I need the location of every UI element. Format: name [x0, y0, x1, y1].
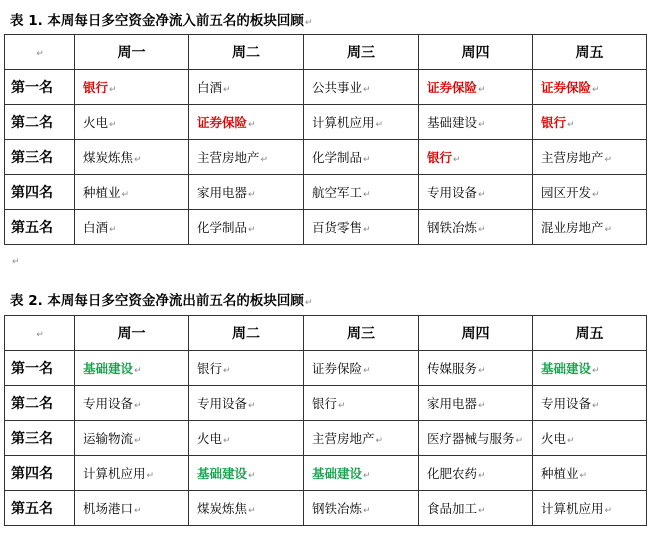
paragraph-mark-icon: ↵	[478, 120, 486, 130]
sector-cell	[304, 421, 419, 456]
table-row	[5, 175, 647, 210]
rank-label: 第五名	[5, 491, 75, 526]
sector-name: 基础建设	[312, 466, 363, 481]
paragraph-mark-icon: ↵	[363, 506, 371, 516]
rank-label: 第三名	[5, 421, 75, 456]
sector-name: 证券保险	[541, 80, 592, 95]
sector-name: 银行	[312, 396, 338, 411]
sector-cell	[533, 175, 647, 210]
sector-name: 煤炭炼焦	[197, 501, 248, 516]
sector-name: 化肥农药	[427, 466, 478, 481]
sector-cell	[419, 491, 533, 526]
paragraph-mark-icon: ↵	[363, 471, 371, 481]
sector-name: 白酒	[83, 220, 109, 235]
table1-header-row	[5, 35, 647, 70]
table-row	[5, 491, 647, 526]
outflow-table	[4, 315, 647, 526]
sector-cell	[533, 421, 647, 456]
paragraph-mark-icon: ↵	[223, 436, 231, 446]
sector-cell	[419, 456, 533, 491]
sector-name: 煤炭炼焦	[83, 150, 134, 165]
sector-name: 基础建设	[83, 361, 134, 376]
paragraph-mark-icon: ↵	[567, 436, 575, 446]
paragraph-mark-icon: ↵	[304, 18, 313, 28]
sector-cell	[419, 140, 533, 175]
paragraph-mark-icon: ↵	[248, 401, 256, 411]
rank-label: 第四名	[5, 456, 75, 491]
paragraph-mark-icon: ↵	[453, 155, 461, 165]
table-row	[5, 421, 647, 456]
sector-name: 百货零售	[312, 220, 363, 235]
table2-corner-cell	[5, 316, 75, 351]
sector-cell	[75, 421, 189, 456]
sector-name: 专用设备	[83, 396, 134, 411]
paragraph-mark-icon: ↵	[592, 401, 600, 411]
sector-name: 银行	[541, 115, 567, 130]
sector-cell	[304, 491, 419, 526]
sector-name: 基础建设	[427, 115, 478, 130]
table-row	[5, 456, 647, 491]
paragraph-mark-icon: ↵	[478, 190, 486, 200]
table1-day-header: 周三	[304, 35, 419, 70]
sector-name: 专用设备	[427, 185, 478, 200]
table-row	[5, 140, 647, 175]
sector-name: 主营房地产	[312, 431, 375, 446]
sector-cell	[419, 175, 533, 210]
sector-cell	[304, 140, 419, 175]
sector-cell	[75, 210, 189, 245]
paragraph-mark-icon: ↵	[109, 120, 117, 130]
sector-name: 计算机应用	[541, 501, 604, 516]
table-row	[5, 210, 647, 245]
paragraph-mark-icon: ↵	[478, 401, 486, 411]
sector-cell	[75, 70, 189, 105]
sector-cell	[419, 105, 533, 140]
paragraph-mark-icon: ↵	[515, 436, 524, 446]
sector-name: 运输物流	[83, 431, 134, 446]
sector-cell	[533, 491, 647, 526]
paragraph-mark-icon: ↵	[248, 471, 256, 481]
paragraph-mark-icon: ↵	[134, 155, 142, 165]
paragraph-mark-icon: ↵	[338, 401, 346, 411]
rank-label: 第四名	[5, 175, 75, 210]
table1-day-header: 周二	[189, 35, 304, 70]
sector-cell	[304, 70, 419, 105]
paragraph-mark-icon: ↵	[478, 225, 486, 235]
paragraph-mark-icon: ↵	[604, 506, 613, 516]
paragraph-mark-icon: ↵	[12, 257, 20, 267]
sector-cell	[75, 456, 189, 491]
paragraph-mark-icon: ↵	[134, 366, 142, 376]
paragraph-mark-icon: ↵	[134, 401, 142, 411]
sector-cell	[75, 386, 189, 421]
table2-header-row	[5, 316, 647, 351]
sector-name: 机场港口	[83, 501, 134, 516]
sector-cell	[189, 351, 304, 386]
sector-cell	[75, 105, 189, 140]
sector-cell	[533, 105, 647, 140]
table1-day-header: 周一	[75, 35, 189, 70]
paragraph-mark-icon: ↵	[363, 190, 371, 200]
table2-day-header: 周三	[304, 316, 419, 351]
sector-cell	[189, 491, 304, 526]
paragraph-mark-icon: ↵	[567, 120, 575, 130]
table1-caption-text: 表 1. 本周每日多空资金净流入前五名的板块回顾	[10, 13, 304, 29]
sector-name: 钢铁冶炼	[312, 501, 363, 516]
sector-cell	[189, 210, 304, 245]
paragraph-mark-icon: ↵	[109, 225, 117, 235]
paragraph-mark-icon: ↵	[604, 155, 613, 165]
table2-day-header: 周二	[189, 316, 304, 351]
sector-cell	[304, 105, 419, 140]
paragraph-mark-icon: ↵	[248, 190, 256, 200]
paragraph-mark-icon: ↵	[478, 471, 486, 481]
paragraph-mark-icon: ↵	[223, 85, 231, 95]
table-row	[5, 351, 647, 386]
paragraph-mark-icon: ↵	[109, 85, 117, 95]
table2-caption-text: 表 2. 本周每日多空资金净流出前五名的板块回顾	[10, 293, 304, 309]
sector-name: 主营房地产	[541, 150, 604, 165]
sector-cell	[419, 386, 533, 421]
sector-name: 专用设备	[197, 396, 248, 411]
inflow-table	[4, 34, 647, 245]
paragraph-mark-icon: ↵	[248, 225, 256, 235]
sector-name: 基础建设	[541, 361, 592, 376]
paragraph-mark-icon: ↵	[121, 190, 130, 200]
sector-name: 化学制品	[312, 150, 363, 165]
sector-name: 银行	[197, 361, 223, 376]
sector-cell	[419, 210, 533, 245]
sector-cell	[304, 210, 419, 245]
table1-day-header: 周五	[533, 35, 647, 70]
sector-name: 家用电器	[197, 185, 248, 200]
paragraph-mark-icon: ↵	[36, 330, 44, 340]
sector-cell	[304, 386, 419, 421]
rank-label: 第一名	[5, 351, 75, 386]
paragraph-mark-icon: ↵	[363, 85, 371, 95]
sector-name: 钢铁冶炼	[427, 220, 478, 235]
sector-name: 混业房地产	[541, 220, 604, 235]
sector-cell	[533, 70, 647, 105]
paragraph-mark-icon: ↵	[375, 436, 384, 446]
sector-cell	[189, 386, 304, 421]
rank-label: 第五名	[5, 210, 75, 245]
sector-name: 种植业	[83, 185, 121, 200]
sector-name: 化学制品	[197, 220, 248, 235]
paragraph-mark-icon: ↵	[248, 120, 256, 130]
sector-name: 主营房地产	[197, 150, 260, 165]
sector-cell	[419, 421, 533, 456]
rank-label: 第二名	[5, 386, 75, 421]
sector-name: 公共事业	[312, 80, 363, 95]
sector-name: 食品加工	[427, 501, 478, 516]
rank-label: 第二名	[5, 105, 75, 140]
sector-name: 火电	[83, 115, 109, 130]
sector-cell	[189, 175, 304, 210]
table-row	[5, 70, 647, 105]
sector-cell	[533, 386, 647, 421]
paragraph-mark-icon: ↵	[592, 190, 600, 200]
empty-paragraph	[12, 257, 20, 267]
sector-name: 白酒	[197, 80, 223, 95]
sector-cell	[419, 70, 533, 105]
sector-cell	[533, 210, 647, 245]
sector-cell	[533, 456, 647, 491]
sector-cell	[75, 351, 189, 386]
paragraph-mark-icon: ↵	[604, 225, 613, 235]
sector-cell	[75, 491, 189, 526]
sector-cell	[419, 351, 533, 386]
sector-name: 证券保险	[312, 361, 363, 376]
sector-name: 家用电器	[427, 396, 478, 411]
paragraph-mark-icon: ↵	[579, 471, 588, 481]
sector-name: 专用设备	[541, 396, 592, 411]
sector-name: 航空军工	[312, 185, 363, 200]
sector-cell	[533, 140, 647, 175]
table1-corner-cell	[5, 35, 75, 70]
paragraph-mark-icon: ↵	[592, 366, 600, 376]
sector-name: 园区开发	[541, 185, 592, 200]
paragraph-mark-icon: ↵	[478, 506, 486, 516]
sector-name: 基础建设	[197, 466, 248, 481]
sector-cell	[189, 140, 304, 175]
sector-cell	[75, 140, 189, 175]
sector-cell	[189, 105, 304, 140]
sector-name: 种植业	[541, 466, 579, 481]
table2-caption	[10, 289, 312, 309]
sector-name: 计算机应用	[312, 115, 375, 130]
rank-label: 第三名	[5, 140, 75, 175]
table-row	[5, 386, 647, 421]
paragraph-mark-icon: ↵	[260, 155, 269, 165]
paragraph-mark-icon: ↵	[304, 298, 313, 308]
sector-name: 银行	[427, 150, 453, 165]
paragraph-mark-icon: ↵	[363, 366, 371, 376]
sector-cell	[304, 175, 419, 210]
sector-cell	[75, 175, 189, 210]
sector-name: 医疗器械与服务	[427, 431, 515, 446]
sector-cell	[533, 351, 647, 386]
sector-name: 证券保险	[197, 115, 248, 130]
paragraph-mark-icon: ↵	[363, 225, 371, 235]
table1-day-header: 周四	[419, 35, 533, 70]
sector-cell	[304, 456, 419, 491]
sector-cell	[189, 421, 304, 456]
table1-caption	[10, 9, 312, 29]
sector-cell	[189, 70, 304, 105]
sector-name: 银行	[83, 80, 109, 95]
table2-day-header: 周一	[75, 316, 189, 351]
sector-cell	[304, 351, 419, 386]
paragraph-mark-icon: ↵	[478, 85, 486, 95]
paragraph-mark-icon: ↵	[146, 471, 155, 481]
paragraph-mark-icon: ↵	[248, 506, 256, 516]
table2-day-header: 周五	[533, 316, 647, 351]
paragraph-mark-icon: ↵	[223, 366, 231, 376]
paragraph-mark-icon: ↵	[592, 85, 600, 95]
sector-name: 证券保险	[427, 80, 478, 95]
table2-day-header: 周四	[419, 316, 533, 351]
paragraph-mark-icon: ↵	[375, 120, 384, 130]
sector-name: 传媒服务	[427, 361, 478, 376]
sector-name: 火电	[197, 431, 223, 446]
sector-name: 计算机应用	[83, 466, 146, 481]
paragraph-mark-icon: ↵	[363, 155, 371, 165]
sector-cell	[189, 456, 304, 491]
sector-name: 火电	[541, 431, 567, 446]
paragraph-mark-icon: ↵	[134, 436, 142, 446]
paragraph-mark-icon: ↵	[36, 49, 44, 59]
paragraph-mark-icon: ↵	[134, 506, 142, 516]
paragraph-mark-icon: ↵	[478, 366, 486, 376]
table-row	[5, 105, 647, 140]
rank-label: 第一名	[5, 70, 75, 105]
